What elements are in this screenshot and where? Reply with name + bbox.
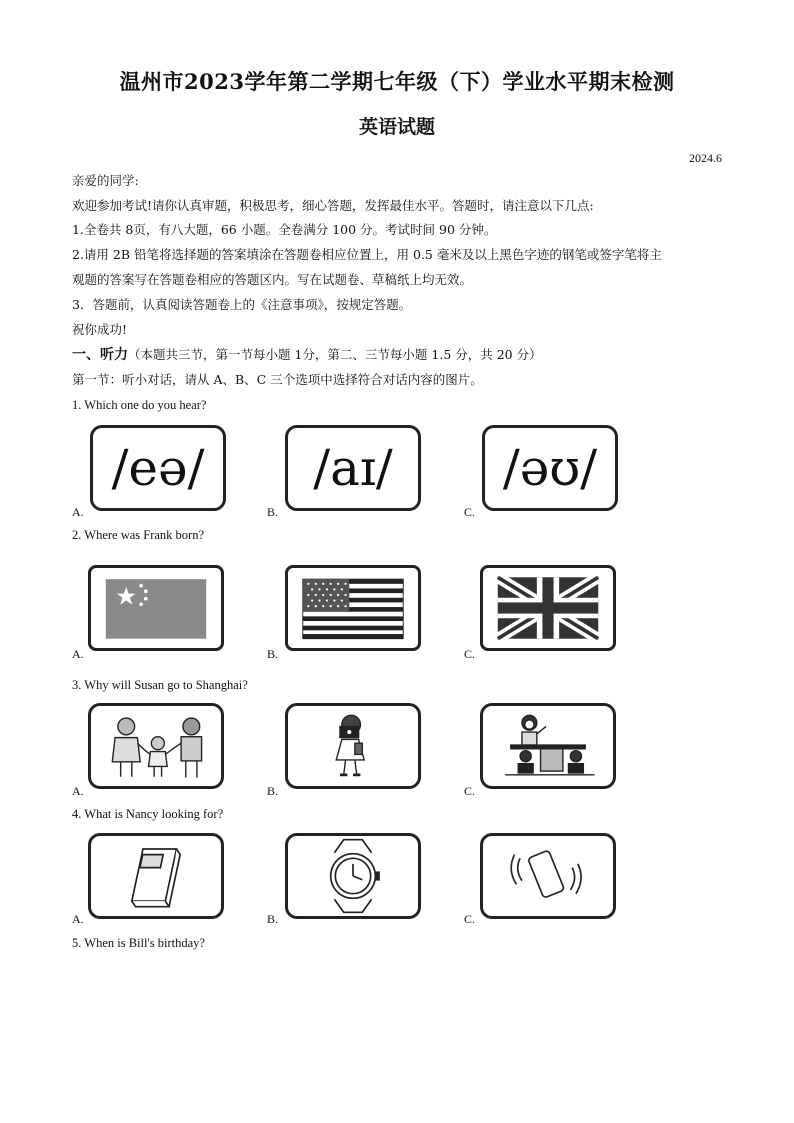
q4-option-b-image[interactable] bbox=[285, 833, 421, 919]
q4-option-c-image[interactable] bbox=[480, 833, 616, 919]
q4-label-c: C. bbox=[464, 912, 476, 926]
q3-label-c: C. bbox=[464, 784, 476, 798]
watch-icon bbox=[288, 836, 418, 916]
q1-option-b-image[interactable] bbox=[285, 425, 421, 511]
intro-line-2: 1.全卷共 8页，有八大题，66 小题。全卷满分 100 分。考试时间 90 分钟。 bbox=[72, 222, 497, 237]
section-heading bbox=[72, 346, 542, 364]
q4-option-a-image[interactable] bbox=[88, 833, 224, 919]
phonetic-symbol: /eə/ bbox=[111, 439, 205, 497]
greeting: 亲爱的同学: bbox=[72, 173, 139, 188]
q1-label-b: B. bbox=[267, 505, 279, 519]
tourist-camera-icon bbox=[288, 706, 418, 786]
phone-icon bbox=[483, 836, 613, 916]
page-title: 温州市2023学年第二学期七年级（下）学业水平期末检测 bbox=[119, 69, 675, 94]
question-1: 1. Which one do you hear? bbox=[72, 398, 207, 412]
teacher-class-icon bbox=[483, 706, 613, 786]
q1-label-a: A. bbox=[72, 505, 84, 519]
q3-option-a-image[interactable] bbox=[88, 703, 224, 789]
china-flag-icon bbox=[91, 568, 221, 648]
q2-label-c: C. bbox=[464, 647, 476, 661]
uk-flag-icon bbox=[483, 568, 613, 648]
q1-label-c: C. bbox=[464, 505, 476, 519]
phonetic-symbol: /aɪ/ bbox=[313, 439, 393, 497]
intro-line-4: 3．答题前，认真阅读答题卷上的《注意事项》，按规定答题。 bbox=[72, 297, 412, 312]
q4-label-b: B. bbox=[267, 912, 279, 926]
question-2: 2. Where was Frank born? bbox=[72, 528, 205, 542]
q3-option-b-image[interactable] bbox=[285, 703, 421, 789]
family-icon bbox=[91, 706, 221, 786]
wish-text: 祝你成功! bbox=[72, 322, 128, 337]
page-subtitle: 英语试题 bbox=[358, 116, 435, 138]
q2-label-b: B. bbox=[267, 647, 279, 661]
section-title: 一、听力 bbox=[72, 347, 128, 363]
question-3: 3. Why will Susan go to Shanghai? bbox=[72, 678, 248, 692]
book-icon bbox=[91, 836, 221, 916]
intro-line-3b: 观题的答案写在答题卷相应的答题区内。写在试题卷、草稿纸上均无效。 bbox=[72, 272, 473, 287]
q3-label-a: A. bbox=[72, 784, 84, 798]
q2-option-a-image[interactable] bbox=[88, 565, 224, 651]
part-instruction: 第一节：听小对话，请从 A、B、C 三个选项中选择符合对话内容的图片。 bbox=[72, 372, 483, 387]
q2-option-c-image[interactable] bbox=[480, 565, 616, 651]
phonetic-symbol: /əʊ/ bbox=[502, 439, 598, 497]
section-note: （本题共三节，第一节每小题 1分，第二、三节每小题 1.5 分，共 20 分） bbox=[128, 347, 542, 362]
intro-line-1: 欢迎参加考试!请你认真审题，积极思考，细心答题，发挥最佳水平。答题时，请注意以下几点: bbox=[72, 198, 594, 213]
q1-option-c-image[interactable] bbox=[482, 425, 618, 511]
q3-option-c-image[interactable] bbox=[480, 703, 616, 789]
exam-date: 2024.6 bbox=[689, 151, 722, 165]
usa-flag-icon bbox=[288, 568, 418, 648]
q2-option-b-image[interactable] bbox=[285, 565, 421, 651]
q4-label-a: A. bbox=[72, 912, 84, 926]
q3-label-b: B. bbox=[267, 784, 279, 798]
q2-label-a: A. bbox=[72, 647, 84, 661]
intro-line-3a: 2.请用 2B 铅笔将选择题的答案填涂在答题卷相应位置上，用 0.5 毫米及以上黑色字迹的钢笔或签字笔将主 bbox=[72, 247, 662, 262]
question-4: 4. What is Nancy looking for? bbox=[72, 807, 224, 821]
question-5: 5. When is Bill's birthday? bbox=[72, 936, 205, 950]
q1-option-a-image[interactable] bbox=[90, 425, 226, 511]
